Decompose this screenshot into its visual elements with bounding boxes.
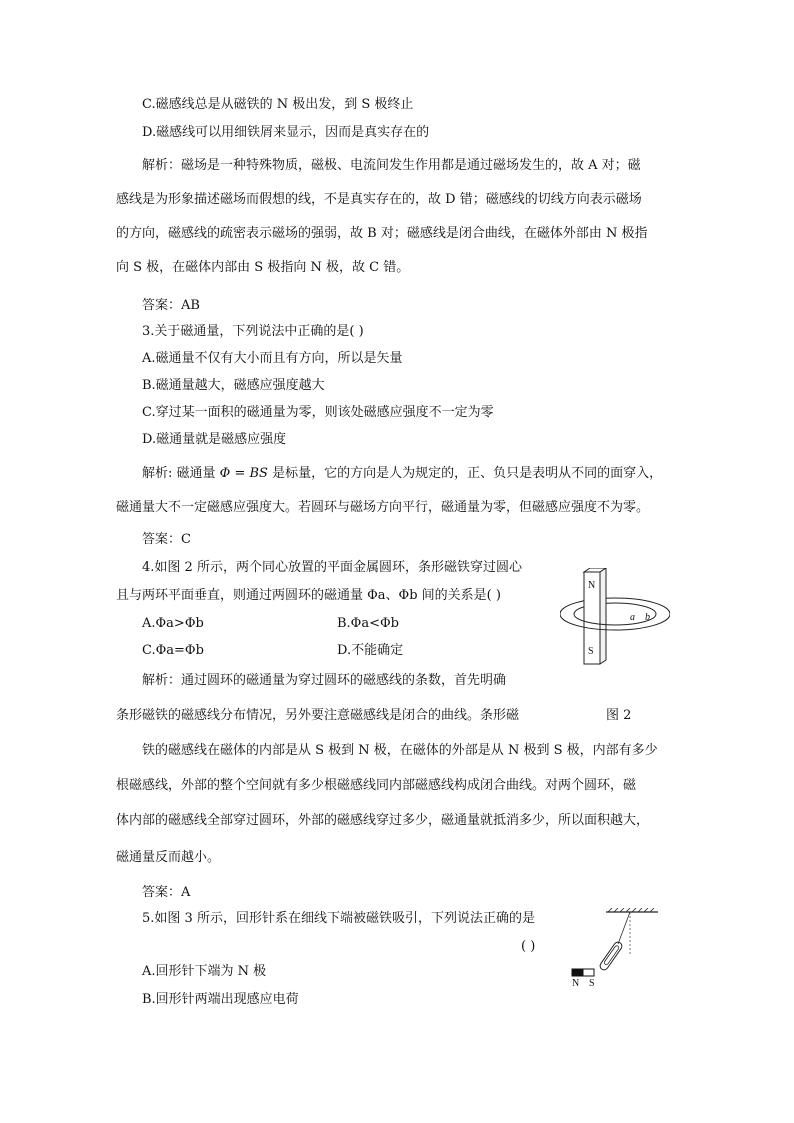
q3-answer: 答案：C [142, 532, 191, 547]
q4-stem-line-2: 且与两环平面垂直，则通过两圆环的磁通量 Φa、Φb 间的关系是( ) [116, 588, 501, 603]
thread [618, 912, 630, 944]
figure-3-drawing [566, 908, 662, 990]
figure-2-magnet-rings [560, 568, 670, 668]
q3-option-c: C.穿过某一面积的磁通量为零，则该处磁感应强度不一定为零 [142, 405, 494, 420]
magnet-s-pole [583, 969, 594, 976]
q5-stem: 5.如图 3 所示，回形针系在细线下端被磁铁吸引，下列说法正确的是 [142, 911, 535, 926]
paper-clip [599, 941, 624, 972]
q4-analysis-line-2: 条形磁铁的磁感线分布情况，另外要注意磁感线是闭合的曲线。条形磁 [116, 708, 520, 723]
q5-answer-bracket: ( ) [521, 939, 536, 954]
q3-analysis-prefix: 解析: 磁通量 [142, 466, 220, 481]
q3-stem: 3.关于磁通量，下列说法中正确的是( ) [142, 324, 364, 339]
q3-option-a: A.磁通量不仅有大小而且有方向，所以是矢量 [142, 351, 403, 366]
q4-analysis-line-4: 根磁感线，外部的整个空间就有多少根磁感线同内部磁感线构成闭合曲线。对两个圆环，磁 [116, 778, 637, 793]
q4-option-d: D.不能确定 [337, 643, 404, 658]
figure-2-drawing [560, 568, 670, 668]
figure-2-caption: 图 2 [606, 708, 632, 723]
magnet-side [600, 568, 606, 664]
q4-answer: 答案：A [142, 885, 191, 900]
magnet-s-label: S [588, 646, 594, 657]
outer-ring-b [560, 614, 670, 630]
q3-analysis-suffix: 是标量，它的方向是人为规定的，正、负只是表明从不同的面穿入， [267, 466, 663, 481]
q4-option-c: C.Φa=Φb [142, 643, 204, 658]
q2-option-c: C.磁感线总是从磁铁的 N 极出发，到 S 极终止 [142, 97, 414, 112]
fig3-n-label: N [572, 978, 580, 989]
ring-b-label: b [645, 612, 650, 623]
outer-ring-back [560, 598, 670, 614]
fig3-s-label: S [589, 978, 595, 989]
q3-option-b: B.磁通量越大，磁感应强度越大 [142, 378, 325, 393]
q3-option-d: D.磁通量就是磁感应强度 [142, 432, 287, 447]
q4-stem-line-1: 4.如图 2 所示，两个同心放置的平面金属圆环，条形磁铁穿过圆心 [142, 560, 522, 575]
ring-a-label: a [630, 612, 635, 623]
q5-option-b: B.回形针两端出现感应电荷 [142, 992, 299, 1007]
q3-analysis-line-2: 磁通量大不一定磁感应强度大。若圆环与磁场方向平行，磁通量为零，但磁感应强度不为零。 [116, 500, 650, 515]
q4-analysis-line-6: 磁通量反而越小。 [116, 850, 221, 865]
q2-analysis-line-3: 的方向，磁感线的疏密表示磁场的强弱，故 B 对；磁感线是闭合曲线，在磁体外部由 N 极指 [116, 226, 648, 241]
flux-formula: Φ = BS [219, 466, 268, 481]
q2-analysis-line-4: 向 S 极，在磁体内部由 S 极指向 N 极，故 C 错。 [116, 260, 410, 275]
q3-analysis-line-1 [142, 465, 662, 483]
figure-3-paperclip-magnet [566, 908, 662, 990]
q4-option-b: B.Φa<Φb [337, 616, 399, 631]
q2-analysis-line-2: 感线是为形象描述磁场而假想的线，不是真实存在的，故 D 错；磁感线的切线方向表示磁场 [116, 192, 642, 207]
q5-option-a: A.回形针下端为 N 极 [142, 964, 267, 979]
q4-analysis-line-1: 解析：通过圆环的磁通量为穿过圆环的磁感线的条数，首先明确 [142, 673, 507, 688]
magnet-n-label: N [588, 580, 596, 591]
q2-answer: 答案：AB [142, 298, 200, 313]
q2-option-d: D.磁感线可以用细铁屑来显示，因而是真实存在的 [142, 125, 430, 140]
q2-analysis-line-1: 解析：磁场是一种特殊物质，磁极、电流间发生作用都是通过磁场发生的，故 A 对；磁 [142, 158, 641, 173]
magnet-n-pole [572, 969, 583, 976]
q4-option-a: A.Φa>Φb [142, 616, 204, 631]
q4-analysis-line-5: 体内部的磁感线全部穿过圆环，外部的磁感线穿过多少，磁通量就抵消多少，所以面积越大， [116, 813, 650, 828]
q4-analysis-line-3: 铁的磁感线在磁体的内部是从 S 极到 N 极，在磁体的外部是从 N 极到 S 极，内部有多少 [142, 743, 658, 758]
